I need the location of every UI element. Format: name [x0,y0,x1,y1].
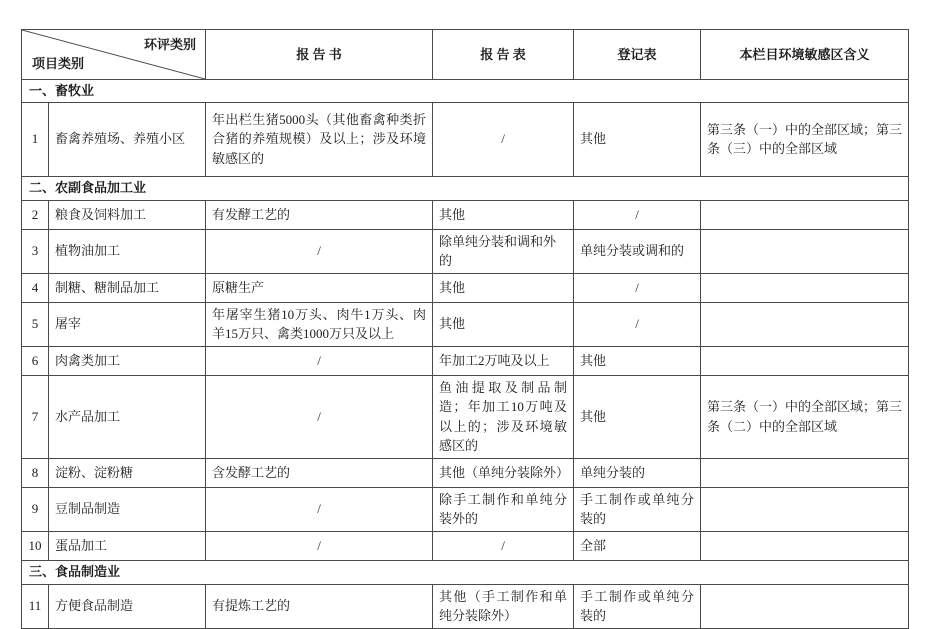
table-row [22,229,909,273]
registration-form-cell: 全部 [574,531,701,560]
row-index-cell: 8 [22,458,49,487]
row-index-cell: 9 [22,487,49,531]
report-book-cell: 含发酵工艺的 [206,458,433,487]
project-name-cell: 淀粉、淀粉糖 [49,458,206,487]
report-book-cell: 有提炼工艺的 [206,584,433,628]
report-form-cell: 其他（手工制作和单纯分装除外） [433,584,574,628]
table-row [22,584,909,628]
registration-form-cell: / [574,273,701,302]
diagonal-header-cell [22,30,206,80]
report-book-cell: 年出栏生猪5000头（其他畜禽种类折合猪的养殖规模）及以上；涉及环境敏感区的 [206,102,433,176]
section-row [22,80,909,103]
report-book-cell: / [206,487,433,531]
table-row [22,346,909,375]
project-name-cell: 粮食及饲料加工 [49,200,206,229]
report-form-cell: / [433,102,574,176]
table-row [22,302,909,346]
sensitive-area-cell [701,229,909,273]
section-label: 二、农副食品加工业 [22,176,909,200]
report-book-cell: / [206,346,433,375]
report-form-cell: 其他 [433,273,574,302]
header-project-category-label: 项目类别 [32,55,85,71]
row-index-cell: 11 [22,584,49,628]
sensitive-area-cell: 第三条（一）中的全部区域；第三条（三）中的全部区域 [701,102,909,176]
table-row [22,273,909,302]
project-name-cell: 制糖、糖制品加工 [49,273,206,302]
row-index-cell: 7 [22,375,49,458]
sensitive-area-cell: 第三条（一）中的全部区域；第三条（二）中的全部区域 [701,375,909,458]
eia-classification-table [21,29,909,629]
header-registration-form: 登记表 [574,30,701,80]
table-row [22,458,909,487]
report-book-cell: 原糖生产 [206,273,433,302]
project-name-cell: 屠宰 [49,302,206,346]
report-form-cell: / [433,531,574,560]
section-row [22,176,909,200]
report-form-cell: 其他（单纯分装除外） [433,458,574,487]
table-row [22,375,909,458]
row-index-cell: 4 [22,273,49,302]
project-name-cell: 豆制品制造 [49,487,206,531]
project-name-cell: 植物油加工 [49,229,206,273]
sensitive-area-cell [701,273,909,302]
table-row [22,531,909,560]
registration-form-cell: 手工制作或单纯分装的 [574,584,701,628]
sensitive-area-cell [701,200,909,229]
report-form-cell: 除单纯分装和调和外的 [433,229,574,273]
report-book-cell: 年屠宰生猪10万头、肉牛1万头、肉羊15万只、禽类1000万只及以上 [206,302,433,346]
report-form-cell: 其他 [433,302,574,346]
project-name-cell: 蛋品加工 [49,531,206,560]
table-row [22,102,909,176]
row-index-cell: 10 [22,531,49,560]
report-form-cell: 其他 [433,200,574,229]
project-name-cell: 方便食品制造 [49,584,206,628]
report-form-cell: 除手工制作和单纯分装外的 [433,487,574,531]
report-book-cell: / [206,229,433,273]
project-name-cell: 水产品加工 [49,375,206,458]
registration-form-cell: / [574,200,701,229]
sensitive-area-cell [701,487,909,531]
row-index-cell: 6 [22,346,49,375]
sensitive-area-cell [701,531,909,560]
sensitive-area-cell [701,458,909,487]
table-row [22,200,909,229]
report-book-cell: / [206,531,433,560]
registration-form-cell: 其他 [574,375,701,458]
section-label: 一、畜牧业 [22,80,909,103]
registration-form-cell: 其他 [574,102,701,176]
registration-form-cell: / [574,302,701,346]
report-book-cell: 有发酵工艺的 [206,200,433,229]
row-index-cell: 5 [22,302,49,346]
sensitive-area-cell [701,584,909,628]
row-index-cell: 3 [22,229,49,273]
report-book-cell: / [206,375,433,458]
sensitive-area-cell [701,346,909,375]
header-eia-category-label: 环评类别 [143,37,196,52]
report-form-cell: 鱼油提取及制品制造；年加工10万吨及以上的；涉及环境敏感区的 [433,375,574,458]
header-report-book: 报 告 书 [206,30,433,80]
project-name-cell: 肉禽类加工 [49,346,206,375]
registration-form-cell: 其他 [574,346,701,375]
registration-form-cell: 单纯分装或调和的 [574,229,701,273]
section-label: 三、食品制造业 [22,560,909,584]
report-form-cell: 年加工2万吨及以上 [433,346,574,375]
header-report-form: 报 告 表 [433,30,574,80]
row-index-cell: 1 [22,102,49,176]
registration-form-cell: 手工制作或单纯分装的 [574,487,701,531]
section-row [22,560,909,584]
sensitive-area-cell [701,302,909,346]
row-index-cell: 2 [22,200,49,229]
table-header-row [22,30,909,80]
registration-form-cell: 单纯分装的 [574,458,701,487]
table-row [22,487,909,531]
header-sensitive-meaning: 本栏目环境敏感区含义 [701,30,909,80]
project-name-cell: 畜禽养殖场、养殖小区 [49,102,206,176]
